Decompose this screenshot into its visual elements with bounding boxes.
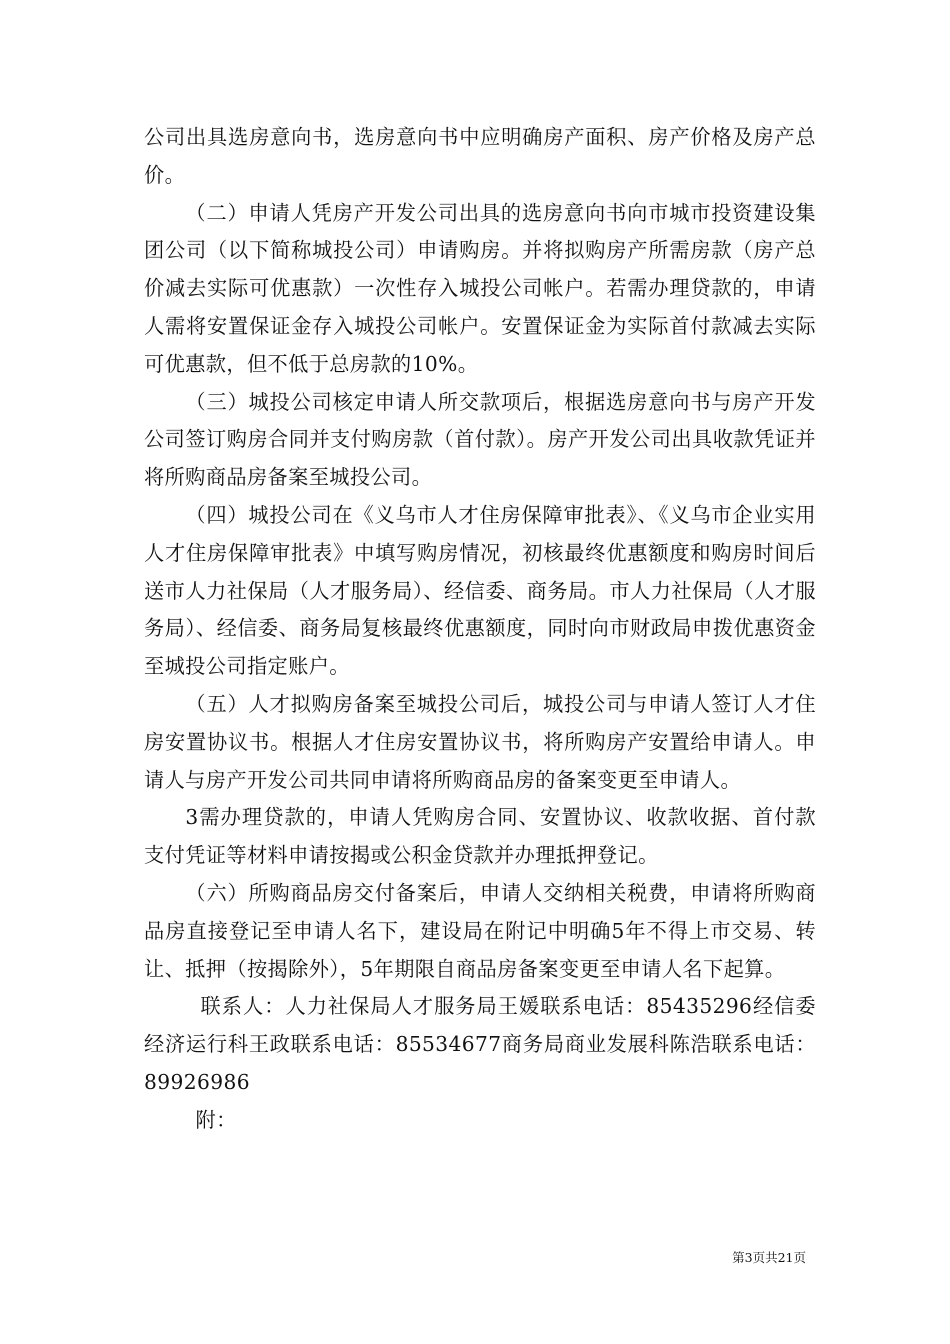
paragraph-item-5: （五）人才拟购房备案至城投公司后，城投公司与申请人签订人才住房安置协议书。根据人才住房安置协议书，将所购房产安置给申请人。申请人与房产开发公司共同申请将所购商品房的备案变更至申请人。 — [144, 691, 816, 792]
paragraph-item-4: （四）城投公司在《义乌市人才住房保障审批表》、《义乌市企业实用人才住房保障审批表》中填写购房情况，初核最终优惠额度和购房时间后送市人力社保局（人才服务局）、经信委、商务局。市人力社保局（人才服务局）、经信委、商务局复核最终优惠额度，同时向市财政局申拨优惠资金至城投公司指定账户。 — [144, 502, 816, 679]
document-body — [144, 119, 816, 1140]
paragraph-item-2: （二）申请人凭房产开发公司出具的选房意向书向市城市投资建设集团公司（以下简称城投公司）申请购房。并将拟购房产所需房款（房产总价减去实际可优惠款）一次性存入城投公司帐户。若需办理贷款的，申请人需将安置保证金存入城投公司帐户。安置保证金为实际首付款减去实际可优惠款，但不低于总房款的10%。 — [144, 200, 816, 376]
page-number: 第3页共21页 — [732, 1250, 806, 1265]
paragraph-continuation: 公司出具选房意向书，选房意向书中应明确房产面积、房产价格及房产总价。 — [144, 125, 816, 187]
paragraph-loan-note: 3需办理贷款的，申请人凭购房合同、安置协议、收款收据、首付款支付凭证等材料申请按揭或公积金贷款并办理抵押登记。 — [144, 805, 816, 868]
paragraph-item-6: （六）所购商品房交付备案后，申请人交纳相关税费，申请将所购商品房直接登记至申请人名下，建设局在附记中明确5年不得上市交易、转让、抵押（按揭除外），5年期限自商品房备案变更至申请人名下起算。 — [144, 880, 816, 981]
paragraph-appendix: 附： — [195, 1107, 237, 1132]
paragraph-contacts: 联系人：人力社保局人才服务局王媛联系电话：85435296经信委经济运行科王政联系电话：85534677商务局商业发展科陈浩联系电话：89926986 — [144, 994, 816, 1094]
paragraph-item-3: （三）城投公司核定申请人所交款项后，根据选房意向书与房产开发公司签订购房合同并支付购房款（首付款）。房产开发公司出具收款凭证并将所购商品房备案至城投公司。 — [144, 389, 816, 490]
